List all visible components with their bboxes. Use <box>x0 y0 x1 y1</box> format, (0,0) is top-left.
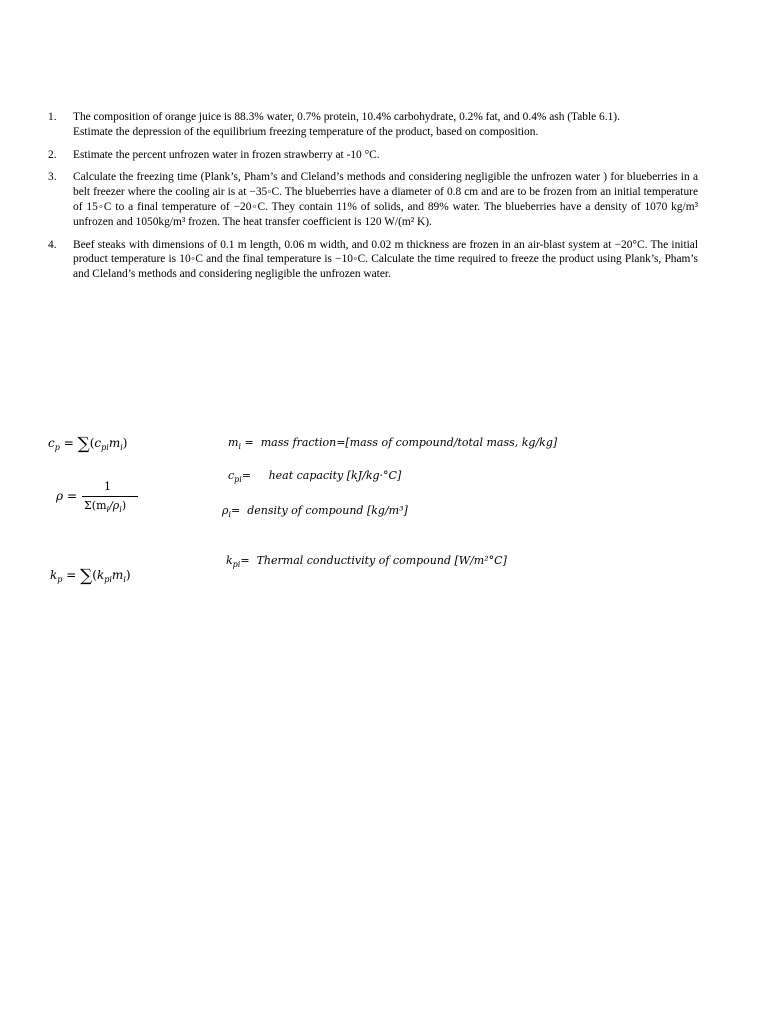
problem-1 <box>48 110 698 140</box>
fraction-bar <box>82 496 138 497</box>
problem-text <box>73 148 698 163</box>
fraction-numerator: 1 <box>104 480 111 493</box>
problem-text <box>73 238 698 282</box>
problem-line: Beef steaks with dimensions of 0.1 m length, 0.06 m width, and 0.02 m thickness are frozen in an air-blast system at −20°C. The initial product temperature is 10◦C and the final temperature is −10◦C. Calculate the time required to freeze the product using Plank’s, Pham’s and Cleland’s methods and considering negligible the unfrozen water. <box>73 238 698 281</box>
problem-list <box>48 110 698 290</box>
problem-number: 2. <box>48 148 57 161</box>
problem-3 <box>48 170 698 229</box>
problem-number: 4. <box>48 238 57 251</box>
heat-capacity-definition: $c_{pi}=$ heat capacity [kJ/kg·°C] <box>228 469 402 484</box>
problem-number: 1. <box>48 111 57 123</box>
thermal-conductivity-definition: $k_{pi}=$ Thermal conductivity of compound [W/m²°C] <box>226 554 507 569</box>
problem-line: Estimate the depression of the equilibrium freezing temperature of the product, based on composition. <box>73 125 539 138</box>
problem-text <box>73 110 698 140</box>
density-definition: $\rho_i=$ density of compound [kg/m³] <box>222 504 408 519</box>
problem-text <box>73 170 698 229</box>
kp-formula: $k_p = \sum(k_{pi}m_i)$ <box>50 566 131 586</box>
problem-4 <box>48 238 698 282</box>
fraction-denominator: $\Sigma(m_i/\rho_i)$ <box>84 499 127 514</box>
cp-formula: $c_p = \sum(c_{pi}m_i)$ <box>48 434 128 454</box>
problem-line: Estimate the percent unfrozen water in frozen strawberry at -10 °C. <box>73 148 380 161</box>
problem-2 <box>48 148 698 163</box>
problem-line: The composition of orange juice is 88.3% water, 0.7% protein, 10.4% carbohydrate, 0.2% fat, and 0.4% ash (Table 6.1). <box>73 111 620 123</box>
mass-fraction-definition: $m_i$ = mass fraction=[mass of compound/total mass, kg/kg] <box>228 436 558 451</box>
problem-line: Calculate the freezing time (Plank’s, Pham’s and Cleland’s methods and considering negligible the unfrozen water ) for blueberries in a belt freezer where the cooling air is at −35◦C. The blueberries have a diameter of 0.8 cm and are to be frozen from an initial temperature of 15◦C to a final temperature of −20◦C. They contain 11% of solids, and 89% water. The blueberries have a density of 1070 kg/m³ unfrozen and 1050kg/m³ frozen. The heat transfer coefficient is 120 W/(m² K). <box>73 171 698 228</box>
problem-number: 3. <box>48 171 57 184</box>
